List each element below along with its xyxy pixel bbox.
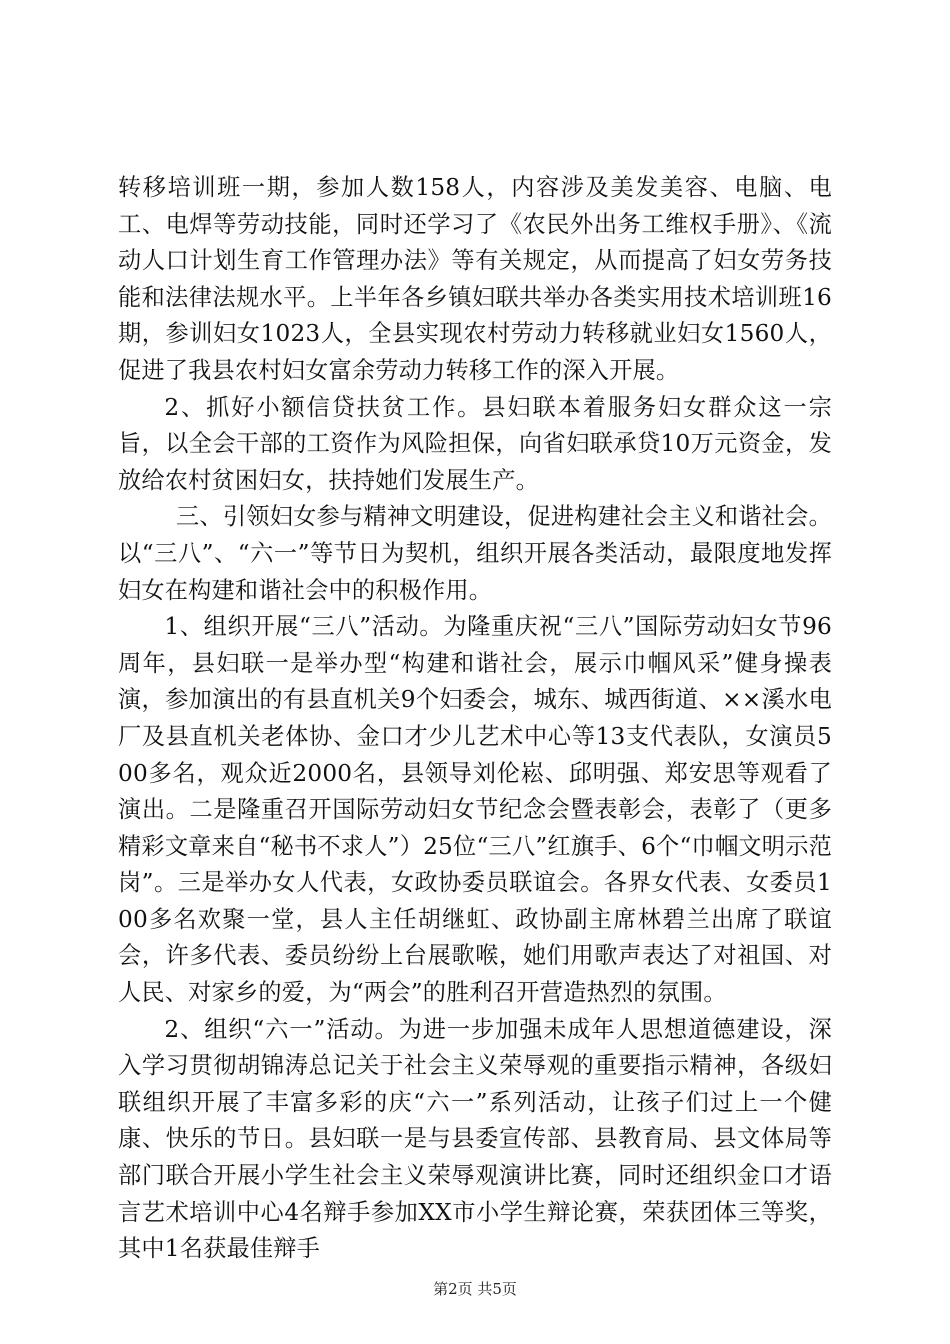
paragraph-june-first-activities: 2、组织“六一”活动。为进一步加强未成年人思想道德建设，深入学习贯彻胡锦涛总记关于社会主义荣辱观的重要指示精神，各级妇联组织开展了丰富多彩的庆“六一”系列活动，让孩子们过上一个健康、快乐的节日。县妇联一是与县委宣传部、县教育局、县文体局等部门联合开展小学生社会主义荣辱观演讲比赛，同时还组织金口才语言艺术培训中心4名辩手参加XX市小学生辩论赛，荣获团体三等奖，其中1名获最佳辩手 bbox=[118, 1015, 832, 1263]
paragraph-march-eighth-activities: 1、组织开展“三八”活动。为隆重庆祝“三八”国际劳动妇女节96周年，县妇联一是举办型“构建和谐社会，展示巾帼风采”健身操表演，参加演出的有县直机关9个妇委会，城东、城西街道、××溪水电厂及县直机关老体协、金口才少儿艺术中心等13支代表队，女演员500多名，观众近2000名，县领导刘伦崧、邱明强、郑安思等观看了演出。二是隆重召开国际劳动妇女节纪念会暨表彰会，表彰了（更多精彩文章来自“秘书不求人”）25位“三八”红旗手、6个“巾帼文明示范岗”。三是举办女人代表，女政协委员联谊会。各界女代表、女委员100多名欢聚一堂，县人主任胡继虹、政协副主席林碧兰出席了联谊会，许多代表、委员纷纷上台展歌喉，她们用歌声表达了对祖国、对人民、对家乡的爱，为“两会”的胜利召开营造热烈的氛围。 bbox=[118, 613, 832, 1007]
paragraph-microcredit: 2、抓好小额信贷扶贫工作。县妇联本着服务妇女群众这一宗旨，以全会干部的工资作为风险担保，向省妇联承贷10万元资金，发放给农村贫困妇女，扶持她们发展生产。 bbox=[118, 393, 832, 494]
paragraph-training-summary: 转移培训班一期，参加人数158人，内容涉及美发美容、电脑、电工、电焊等劳动技能，同时还学习了《农民外出务工维权手册》、《流动人口计划生育工作管理办法》等有关规定，从而提高了妇女劳务技能和法律法规水平。上半年各乡镇妇联共举办各类实用技术培训班16期，参训妇女1023人，全县实现农村劳动力转移就业妇女1560人，促进了我县农村妇女富余劳动力转移工作的深入开展。 bbox=[118, 174, 832, 384]
paragraph-section-three-heading: 三、引领妇女参与精神文明建设，促进构建社会主义和谐社会。以“三八”、“六一”等节日为契机，组织开展各类活动，最限度地发挥妇女在构建和谐社会中的积极作用。 bbox=[118, 503, 832, 604]
page-number-footer: 第2页 共5页 bbox=[433, 1280, 517, 1298]
document-body bbox=[118, 170, 832, 1268]
